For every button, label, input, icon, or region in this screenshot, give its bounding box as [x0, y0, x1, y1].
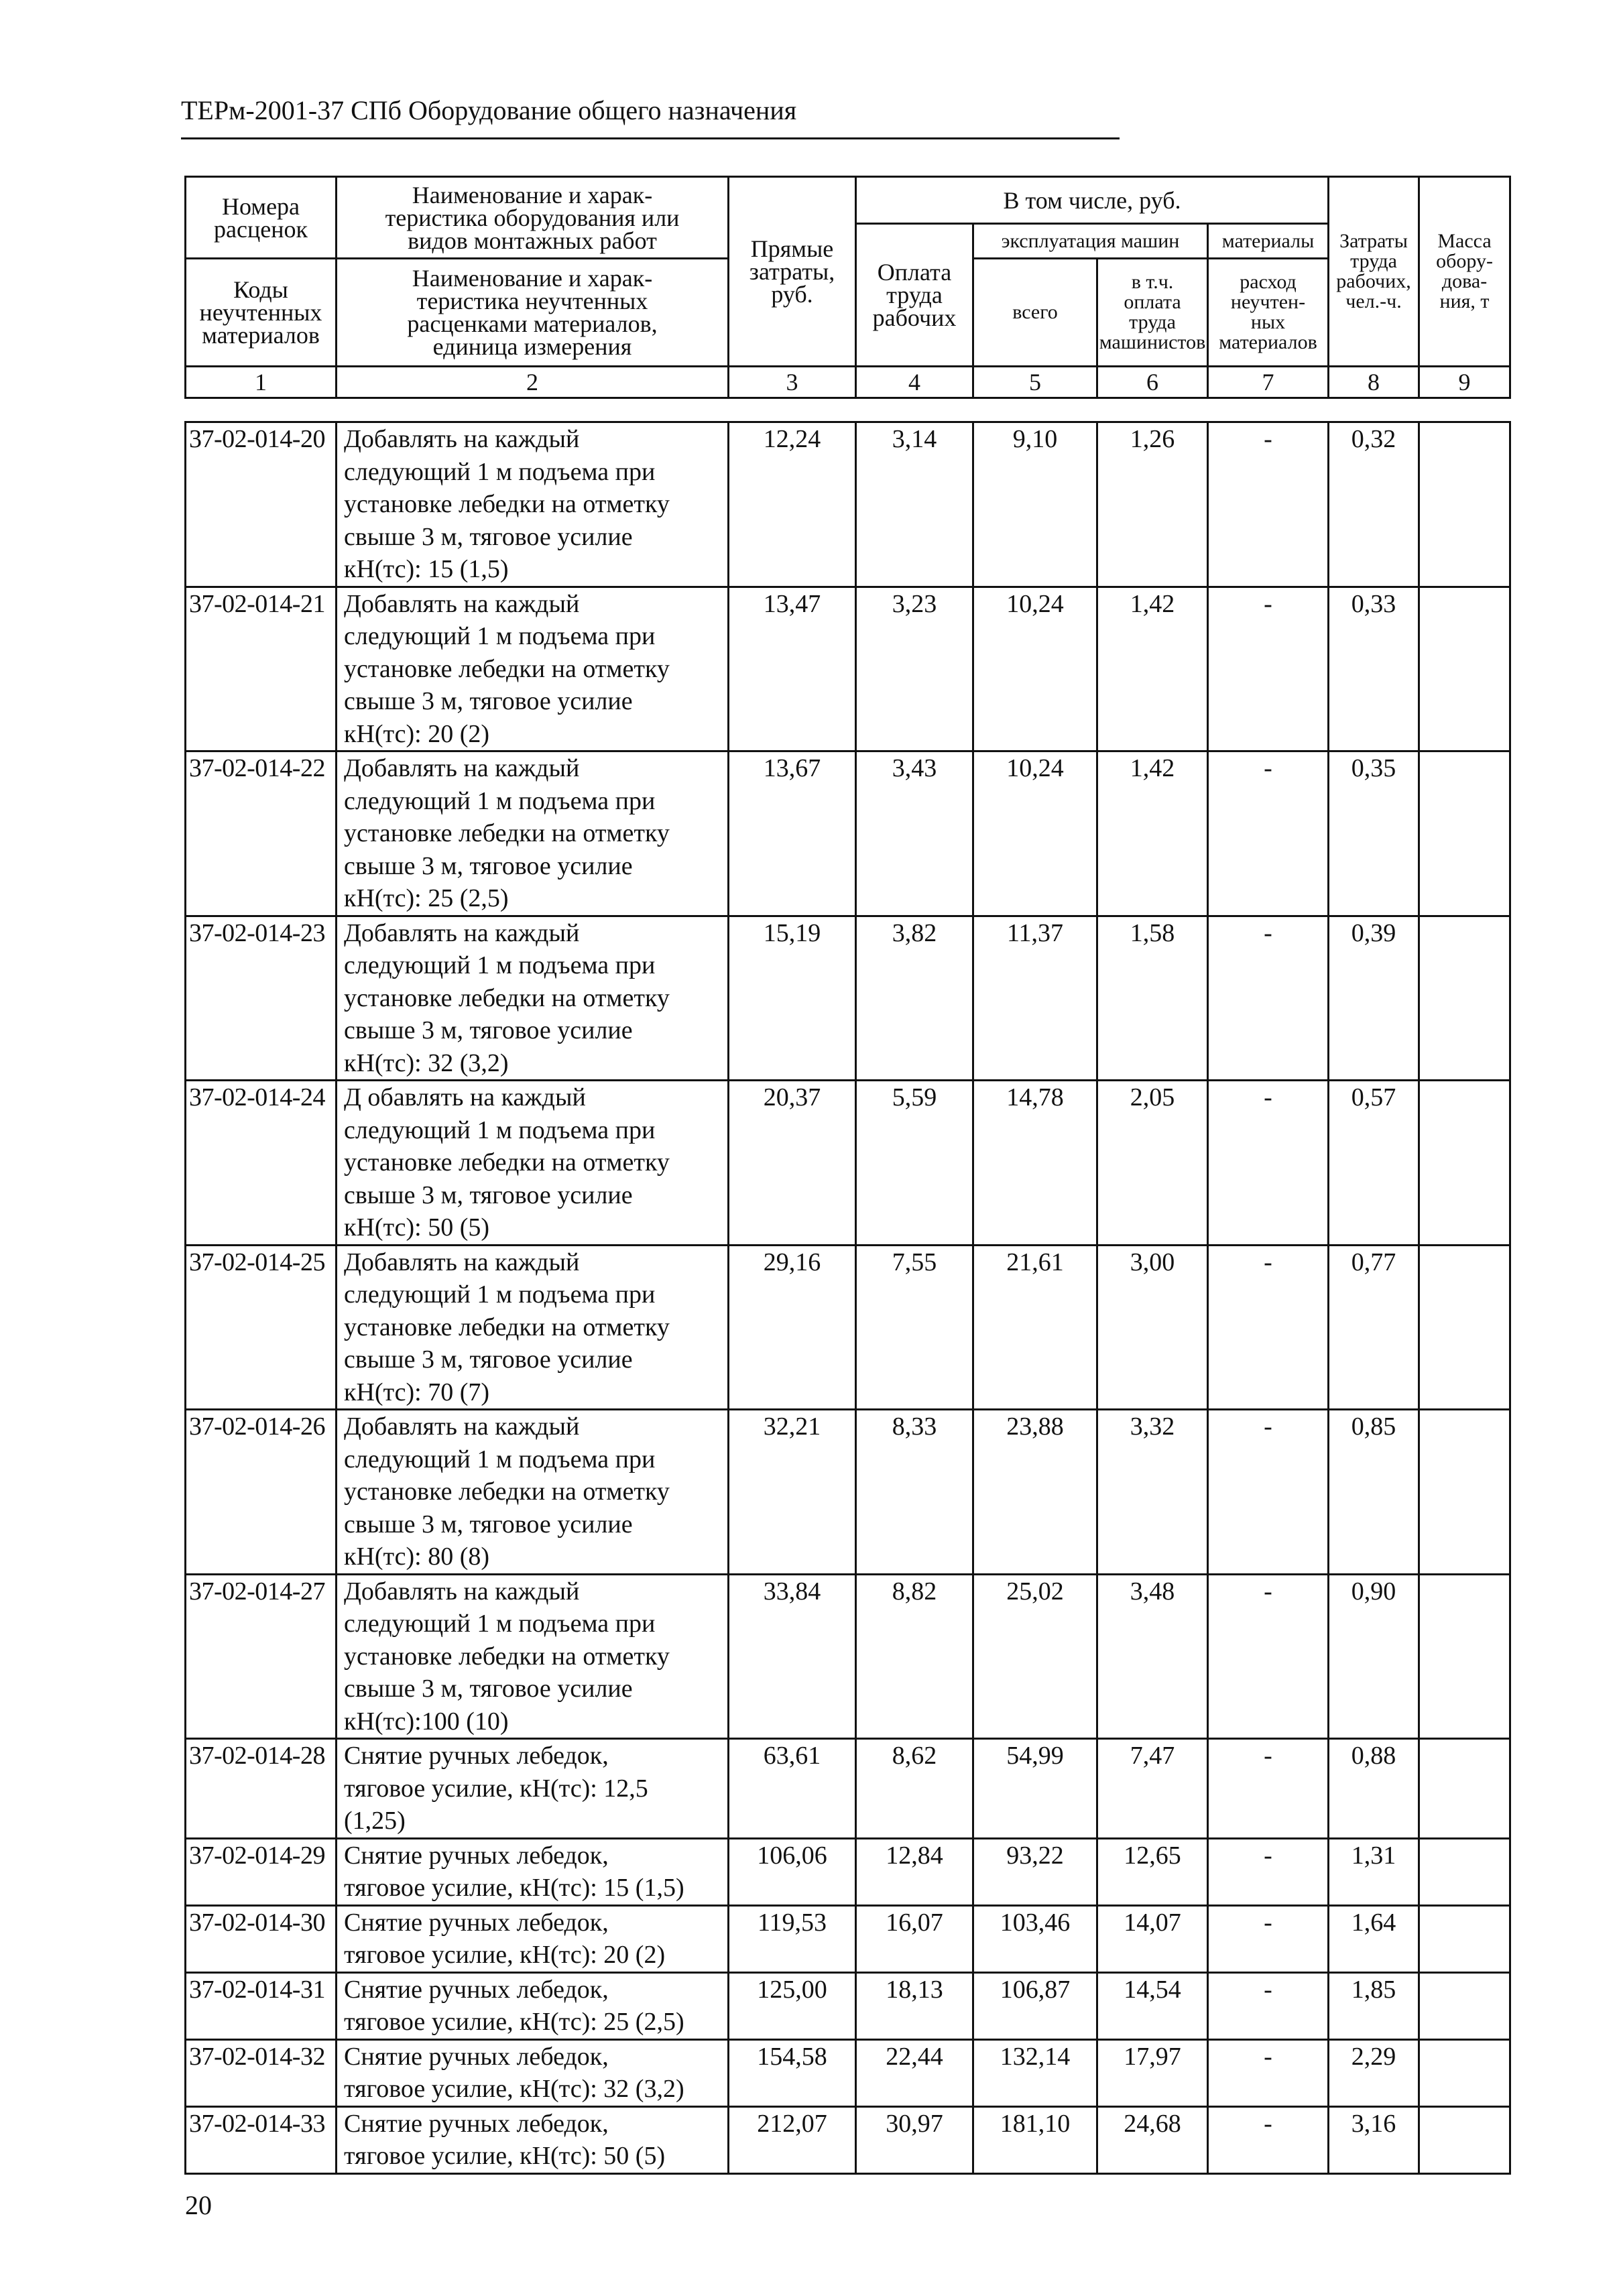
- worker-wage-cell: 16,07: [856, 1905, 973, 1972]
- labor-costs-cell: 1,31: [1329, 1838, 1419, 1905]
- labor-costs-cell: 0,88: [1329, 1739, 1419, 1839]
- equipment-mass-cell: [1419, 1972, 1510, 2039]
- labor-costs-cell: 1,85: [1329, 1972, 1419, 2039]
- materials-consumption-cell: -: [1208, 916, 1329, 1081]
- column-number: 6: [1097, 367, 1208, 398]
- header-codes: Коды неучтенных материалов: [186, 259, 337, 367]
- machinist-wage-cell: 17,97: [1097, 2039, 1208, 2106]
- rate-code-cell: 37-02-014-31: [186, 1972, 337, 2039]
- table-row: [186, 587, 1510, 751]
- direct-costs-cell: 20,37: [729, 1081, 856, 1246]
- header-materials-name: Наименование и харак- теристика неучтенных расценками материалов, единица измерения: [337, 259, 729, 367]
- equipment-mass-cell: [1419, 2106, 1510, 2173]
- direct-costs-cell: 63,61: [729, 1739, 856, 1839]
- materials-consumption-cell: -: [1208, 2106, 1329, 2173]
- direct-costs-cell: 12,24: [729, 422, 856, 587]
- work-description-cell: Добавлять на каждый следующий 1 м подъема при установке лебедки на отметку свыше 3 м, тяговое усилие кН(тс): 32 (3,2): [337, 916, 729, 1081]
- machine-costs-cell: 93,22: [973, 1838, 1097, 1905]
- header-materials: материалы: [1208, 224, 1329, 259]
- rate-code-cell: 37-02-014-27: [186, 1574, 337, 1739]
- direct-costs-cell: 119,53: [729, 1905, 856, 1972]
- machinist-wage-cell: 24,68: [1097, 2106, 1208, 2173]
- table-row: [186, 1905, 1510, 1972]
- direct-costs-cell: 13,67: [729, 751, 856, 916]
- worker-wage-cell: 3,82: [856, 916, 973, 1081]
- machinist-wage-cell: 1,26: [1097, 422, 1208, 587]
- worker-wage-cell: 18,13: [856, 1972, 973, 2039]
- page-title: ТЕРм-2001-37 СПб Оборудование общего назначения: [181, 95, 797, 125]
- equipment-mass-cell: [1419, 751, 1510, 916]
- column-number: 1: [186, 367, 337, 398]
- worker-wage-cell: 12,84: [856, 1838, 973, 1905]
- machine-costs-cell: 11,37: [973, 916, 1097, 1081]
- table-row: [186, 751, 1510, 916]
- header-machine-operation: эксплуатация машин: [973, 224, 1208, 259]
- rate-code-cell: 37-02-014-26: [186, 1410, 337, 1575]
- equipment-mass-cell: [1419, 916, 1510, 1081]
- labor-costs-cell: 0,57: [1329, 1081, 1419, 1246]
- machinist-wage-cell: 3,00: [1097, 1245, 1208, 1410]
- machinist-wage-cell: 1,58: [1097, 916, 1208, 1081]
- header-including: В том числе, руб.: [856, 177, 1329, 224]
- direct-costs-cell: 32,21: [729, 1410, 856, 1575]
- header-numbers: Номера расценок: [186, 177, 337, 259]
- table-row: [186, 1574, 1510, 1739]
- work-description-cell: Снятие ручных лебедок, тяговое усилие, кН(тс): 32 (3,2): [337, 2039, 729, 2106]
- rate-code-cell: 37-02-014-30: [186, 1905, 337, 1972]
- rate-code-cell: 37-02-014-22: [186, 751, 337, 916]
- machine-costs-cell: 9,10: [973, 422, 1097, 587]
- direct-costs-cell: 125,00: [729, 1972, 856, 2039]
- machinist-wage-cell: 3,48: [1097, 1574, 1208, 1739]
- machinist-wage-cell: 14,07: [1097, 1905, 1208, 1972]
- machinist-wage-cell: 1,42: [1097, 751, 1208, 916]
- header-worker-wage: Оплата труда рабочих: [856, 224, 973, 367]
- table-row: [186, 1972, 1510, 2039]
- table-row: [186, 1838, 1510, 1905]
- equipment-mass-cell: [1419, 587, 1510, 751]
- equipment-mass-cell: [1419, 1574, 1510, 1739]
- equipment-mass-cell: [1419, 1739, 1510, 1839]
- machine-costs-cell: 181,10: [973, 2106, 1097, 2173]
- direct-costs-cell: 33,84: [729, 1574, 856, 1739]
- header-divider: [181, 137, 1120, 139]
- equipment-mass-cell: [1419, 1245, 1510, 1410]
- labor-costs-cell: 0,77: [1329, 1245, 1419, 1410]
- labor-costs-cell: 0,32: [1329, 422, 1419, 587]
- work-description-cell: Добавлять на каждый следующий 1 м подъема при установке лебедки на отметку свыше 3 м, тяговое усилие кН(тс): 20 (2): [337, 587, 729, 751]
- labor-costs-cell: 0,39: [1329, 916, 1419, 1081]
- worker-wage-cell: 30,97: [856, 2106, 973, 2173]
- machine-costs-cell: 103,46: [973, 1905, 1097, 1972]
- work-description-cell: Снятие ручных лебедок, тяговое усилие, кН(тс): 12,5 (1,25): [337, 1739, 729, 1839]
- materials-consumption-cell: -: [1208, 1410, 1329, 1575]
- machine-costs-cell: 106,87: [973, 1972, 1097, 2039]
- machine-costs-cell: 132,14: [973, 2039, 1097, 2106]
- work-description-cell: Добавлять на каждый следующий 1 м подъема при установке лебедки на отметку свыше 3 м, тяговое усилие кН(тс): 70 (7): [337, 1245, 729, 1410]
- materials-consumption-cell: -: [1208, 1838, 1329, 1905]
- labor-costs-cell: 2,29: [1329, 2039, 1419, 2106]
- machine-costs-cell: 54,99: [973, 1739, 1097, 1839]
- machine-costs-cell: 21,61: [973, 1245, 1097, 1410]
- machine-costs-cell: 14,78: [973, 1081, 1097, 1246]
- work-description-cell: Добавлять на каждый следующий 1 м подъема при установке лебедки на отметку свыше 3 м, тяговое усилие кН(тс):100 (10): [337, 1574, 729, 1739]
- column-number: 3: [729, 367, 856, 398]
- labor-costs-cell: 0,33: [1329, 587, 1419, 751]
- work-description-cell: Добавлять на каждый следующий 1 м подъема при установке лебедки на отметку свыше 3 м, тяговое усилие кН(тс): 25 (2,5): [337, 751, 729, 916]
- equipment-mass-cell: [1419, 1410, 1510, 1575]
- direct-costs-cell: 13,47: [729, 587, 856, 751]
- table-row: [186, 1410, 1510, 1575]
- materials-consumption-cell: -: [1208, 1081, 1329, 1246]
- worker-wage-cell: 7,55: [856, 1245, 973, 1410]
- materials-consumption-cell: -: [1208, 751, 1329, 916]
- work-description-cell: Д обавлять на каждый следующий 1 м подъема при установке лебедки на отметку свыше 3 м, тяговое усилие кН(тс): 50 (5): [337, 1081, 729, 1246]
- equipment-mass-cell: [1419, 422, 1510, 587]
- labor-costs-cell: 0,90: [1329, 1574, 1419, 1739]
- table-row: [186, 1245, 1510, 1410]
- work-description-cell: Снятие ручных лебедок, тяговое усилие, кН(тс): 20 (2): [337, 1905, 729, 1972]
- table-row: [186, 422, 1510, 587]
- rate-code-cell: 37-02-014-25: [186, 1245, 337, 1410]
- header-mass: Масса обору- дова- ния, т: [1419, 177, 1510, 367]
- work-description-cell: Добавлять на каждый следующий 1 м подъема при установке лебедки на отметку свыше 3 м, тяговое усилие кН(тс): 80 (8): [337, 1410, 729, 1575]
- materials-consumption-cell: -: [1208, 1905, 1329, 1972]
- direct-costs-cell: 15,19: [729, 916, 856, 1081]
- rate-code-cell: 37-02-014-29: [186, 1838, 337, 1905]
- header-machinists-wage: в т.ч. оплата труда машинистов: [1097, 259, 1208, 367]
- labor-costs-cell: 0,35: [1329, 751, 1419, 916]
- machinist-wage-cell: 2,05: [1097, 1081, 1208, 1246]
- table-row: [186, 1081, 1510, 1246]
- worker-wage-cell: 3,23: [856, 587, 973, 751]
- materials-consumption-cell: -: [1208, 1245, 1329, 1410]
- equipment-mass-cell: [1419, 1905, 1510, 1972]
- materials-consumption-cell: -: [1208, 587, 1329, 751]
- header-labor-costs: Затраты труда рабочих, чел.-ч.: [1329, 177, 1419, 367]
- rate-code-cell: 37-02-014-24: [186, 1081, 337, 1246]
- labor-costs-cell: 1,64: [1329, 1905, 1419, 1972]
- machinist-wage-cell: 7,47: [1097, 1739, 1208, 1839]
- equipment-mass-cell: [1419, 1081, 1510, 1246]
- machine-costs-cell: 10,24: [973, 587, 1097, 751]
- work-description-cell: Снятие ручных лебедок, тяговое усилие, кН(тс): 25 (2,5): [337, 1972, 729, 2039]
- table-row: [186, 2106, 1510, 2173]
- materials-consumption-cell: -: [1208, 2039, 1329, 2106]
- rates-table: [184, 421, 1511, 2175]
- header-machines-total: всего: [973, 259, 1097, 367]
- column-number: 7: [1208, 367, 1329, 398]
- column-number: 9: [1419, 367, 1510, 398]
- machine-costs-cell: 23,88: [973, 1410, 1097, 1575]
- header-name: Наименование и харак- теристика оборудования или видов монтажных работ: [337, 177, 729, 259]
- worker-wage-cell: 22,44: [856, 2039, 973, 2106]
- work-description-cell: Добавлять на каждый следующий 1 м подъема при установке лебедки на отметку свыше 3 м, тяговое усилие кН(тс): 15 (1,5): [337, 422, 729, 587]
- equipment-mass-cell: [1419, 1838, 1510, 1905]
- direct-costs-cell: 29,16: [729, 1245, 856, 1410]
- rate-code-cell: 37-02-014-21: [186, 587, 337, 751]
- rate-code-cell: 37-02-014-33: [186, 2106, 337, 2173]
- page-number: 20: [185, 2190, 212, 2220]
- machinist-wage-cell: 12,65: [1097, 1838, 1208, 1905]
- direct-costs-cell: 106,06: [729, 1838, 856, 1905]
- column-number: 5: [973, 367, 1097, 398]
- worker-wage-cell: 8,62: [856, 1739, 973, 1839]
- work-description-cell: Снятие ручных лебедок, тяговое усилие, кН(тс): 50 (5): [337, 2106, 729, 2173]
- equipment-mass-cell: [1419, 2039, 1510, 2106]
- column-number: 8: [1329, 367, 1419, 398]
- header-materials-consumption: расход неучтен- ных материалов: [1208, 259, 1329, 367]
- header-direct-costs: Прямые затраты, руб.: [729, 177, 856, 367]
- worker-wage-cell: 3,14: [856, 422, 973, 587]
- work-description-cell: Снятие ручных лебедок, тяговое усилие, кН(тс): 15 (1,5): [337, 1838, 729, 1905]
- materials-consumption-cell: -: [1208, 422, 1329, 587]
- machinist-wage-cell: 1,42: [1097, 587, 1208, 751]
- rate-code-cell: 37-02-014-32: [186, 2039, 337, 2106]
- labor-costs-cell: 0,85: [1329, 1410, 1419, 1575]
- worker-wage-cell: 5,59: [856, 1081, 973, 1246]
- worker-wage-cell: 3,43: [856, 751, 973, 916]
- labor-costs-cell: 3,16: [1329, 2106, 1419, 2173]
- machinist-wage-cell: 3,32: [1097, 1410, 1208, 1575]
- column-number: 2: [337, 367, 729, 398]
- materials-consumption-cell: -: [1208, 1574, 1329, 1739]
- table-row: [186, 2039, 1510, 2106]
- rate-code-cell: 37-02-014-28: [186, 1739, 337, 1839]
- table-row: [186, 1739, 1510, 1839]
- materials-consumption-cell: -: [1208, 1972, 1329, 2039]
- machinist-wage-cell: 14,54: [1097, 1972, 1208, 2039]
- direct-costs-cell: 212,07: [729, 2106, 856, 2173]
- column-number: 4: [856, 367, 973, 398]
- machine-costs-cell: 10,24: [973, 751, 1097, 916]
- table-header: [184, 176, 1511, 399]
- worker-wage-cell: 8,33: [856, 1410, 973, 1575]
- rate-code-cell: 37-02-014-23: [186, 916, 337, 1081]
- rate-code-cell: 37-02-014-20: [186, 422, 337, 587]
- table-row: [186, 916, 1510, 1081]
- materials-consumption-cell: -: [1208, 1739, 1329, 1839]
- machine-costs-cell: 25,02: [973, 1574, 1097, 1739]
- worker-wage-cell: 8,82: [856, 1574, 973, 1739]
- direct-costs-cell: 154,58: [729, 2039, 856, 2106]
